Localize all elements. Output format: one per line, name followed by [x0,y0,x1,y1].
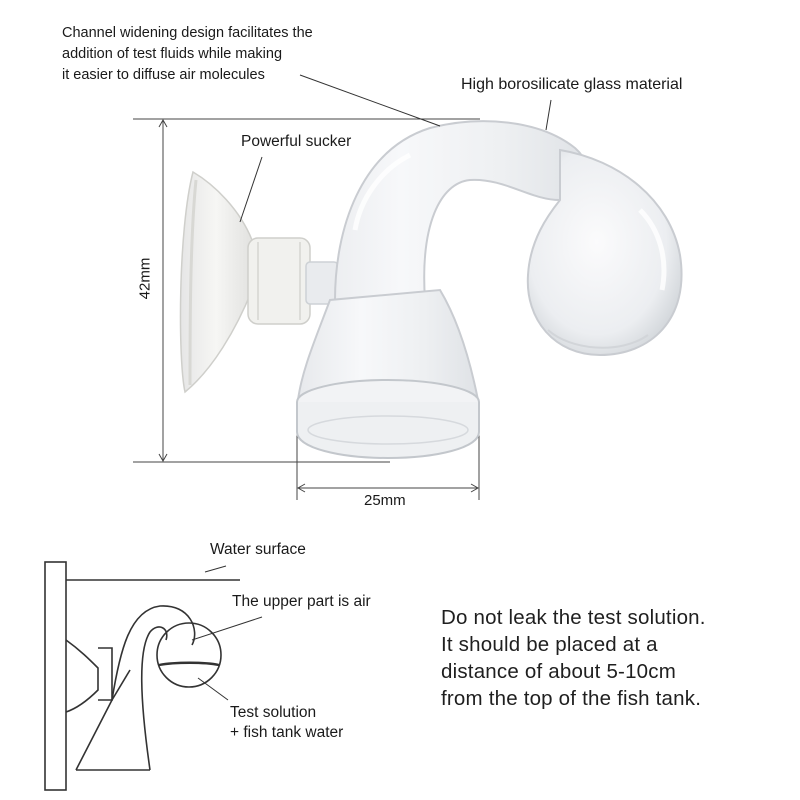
sucker-callout: Powerful sucker [241,133,352,150]
width-dimension-label: 25mm [364,492,406,509]
glass-drop-checker [297,121,682,458]
placement-note: Do not leak the test solution. It should be placed at a distance of about 5-10cm from the top of the fish tank. [441,606,706,710]
height-dimension-label: 42mm [136,257,154,300]
placement-diagram [45,562,262,790]
test-solution-label: Test solution + fish tank water [230,704,344,741]
upper-part-air-label: The upper part is air [232,593,371,610]
water-surface-label: Water surface [210,541,306,558]
glass-material-callout: High borosilicate glass material [461,76,683,93]
channel-widening-callout: Channel widening design facilitates the addition of test fluids while making it easier to diffuse air molecules [62,25,313,83]
